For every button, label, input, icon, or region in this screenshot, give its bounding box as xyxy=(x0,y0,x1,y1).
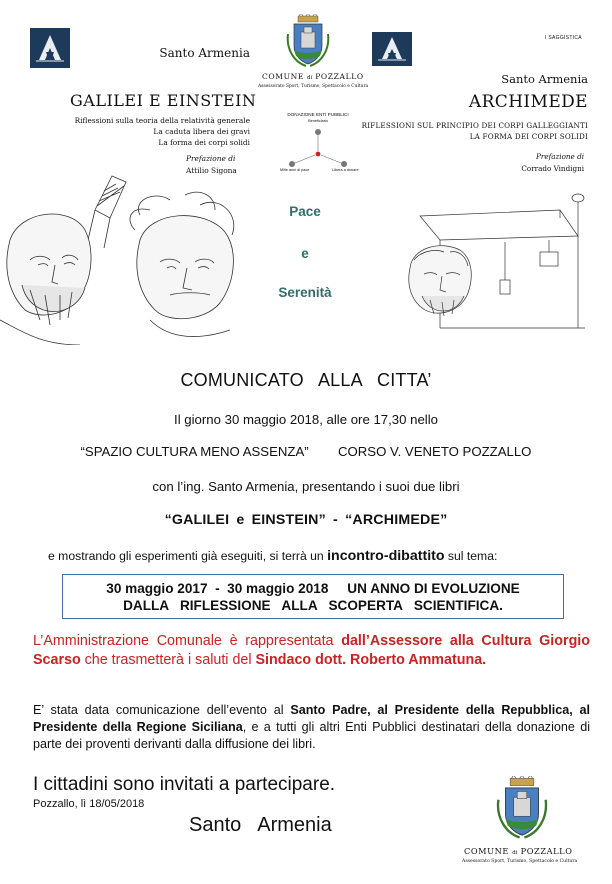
right-book-preface-label: Prefazione di xyxy=(536,152,584,161)
galilei-einstein-sketch xyxy=(0,170,240,345)
left-book-author: Santo Armenia xyxy=(159,46,250,60)
coat-of-arms-top-icon xyxy=(286,14,330,68)
motto-line-1: Pace xyxy=(289,204,321,219)
donation-label-left: Mille anni di pace xyxy=(280,168,310,172)
theme-box xyxy=(62,574,564,619)
debate-intro-bold: incontro-dibattito xyxy=(327,548,445,564)
left-book-subtitle-3: La forma dei corpi solidi xyxy=(158,138,250,147)
comune-label-bottom: COMUNE xyxy=(464,846,510,856)
presenter-line: con l’ing. Santo Armenia, presentando i suoi due libri xyxy=(152,479,460,494)
comune-di-bottom: di xyxy=(512,850,518,856)
admin-text-1: L’Amministrazione Comunale è rappresentata xyxy=(33,633,342,649)
comune-city-bottom: POZZALLO xyxy=(520,846,573,856)
publisher-logo-right-icon xyxy=(372,32,412,66)
left-book-preface-label: Prefazione di xyxy=(186,154,236,163)
donation-diagram-title: DONAZIONE ENTI PUBBLICI xyxy=(287,112,349,117)
event-date-line: Il giorno 30 maggio 2018, alle ore 17,30 nello xyxy=(174,412,438,427)
right-book-series: I SAGGISTICA xyxy=(545,35,582,41)
left-book-title: GALILEI E EINSTEIN xyxy=(70,91,257,110)
comune-city: POZZALLO xyxy=(315,72,364,81)
right-book-subtitle-2: LA FORMA DEI CORPI SOLIDI xyxy=(469,132,588,141)
debate-intro xyxy=(48,548,497,564)
donation-label-right: Libera a donare xyxy=(332,168,359,172)
right-book-author: Santo Armenia xyxy=(501,72,588,86)
place-date: Pozzallo, lì 18/05/2018 xyxy=(33,798,145,810)
book-titles-line: “GALILEI e EINSTEIN” - “ARCHIMEDE” xyxy=(164,512,448,528)
admin-text-2: dall’Assessore alla Cultura Giorgio Scarso xyxy=(33,633,591,668)
notice-paragraph xyxy=(33,702,590,753)
comune-label: COMUNE xyxy=(262,72,304,81)
comune-subtitle-top: Assessorato Sport, Turismo, Spettacolo e Cultura xyxy=(258,84,369,89)
coat-of-arms-bottom-icon xyxy=(496,776,548,840)
comune-di: di xyxy=(307,75,313,81)
donation-diagram-subtitle: Beneficiario xyxy=(308,119,328,123)
admin-text-3: che trasmetterà i saluti del xyxy=(80,652,256,668)
right-book-subtitle-1: RIFLESSIONI SUL PRINCIPIO DEI CORPI GALLEGGIANTI xyxy=(361,121,588,130)
invitation-line: I cittadini sono invitati a partecipare. xyxy=(33,774,336,795)
left-book-subtitle-2: La caduta libera dei gravi xyxy=(153,127,250,136)
notice-text-2: Santo Padre, al Presidente della Repubblica, al Presidente della Regione Siciliana xyxy=(33,703,591,734)
notice-text-3: , e a tutti gli altri Enti Pubblici destinatari della donazione di parte dei proventi derivanti dalla diffusione dei libri. xyxy=(33,720,590,751)
event-location-line: “SPAZIO CULTURA MENO ASSENZA” CORSO V. VENETO POZZALLO xyxy=(80,444,532,459)
admin-text-4: Sindaco dott. Roberto Ammatuna. xyxy=(255,652,487,668)
administration-paragraph xyxy=(33,632,590,670)
left-book-preface-author: Attilio Sigona xyxy=(186,166,237,175)
notice-text-1: E’ stata data comunicazione dell’evento al xyxy=(33,703,291,717)
right-book-title: ARCHIMEDE xyxy=(468,92,588,112)
communique-heading: COMUNICATO ALLA CITTA’ xyxy=(180,370,432,390)
debate-intro-end: sul tema: xyxy=(444,549,498,563)
signature: Santo Armenia xyxy=(189,814,332,836)
motto-line-2: e xyxy=(301,246,309,261)
comune-subtitle-bottom: Assessorato Sport, Turismo, Spettacolo e Cultura xyxy=(462,859,578,864)
comune-name-bottom xyxy=(464,846,573,856)
right-book-preface-author: Corrado Vindigni xyxy=(521,164,584,173)
left-book-subtitle-1: Riflessioni sulla teoria della relatività generale xyxy=(74,116,250,125)
theme-line-2: DALLA RIFLESSIONE ALLA SCOPERTA SCIENTIFICA. xyxy=(123,598,503,613)
debate-intro-text: e mostrando gli esperimenti già eseguiti, si terrà un xyxy=(48,549,328,563)
archimede-sketch xyxy=(400,178,600,338)
theme-line-1: 30 maggio 2017 - 30 maggio 2018 UN ANNO DI EVOLUZIONE xyxy=(106,581,520,596)
motto-line-3: Serenità xyxy=(278,285,332,300)
